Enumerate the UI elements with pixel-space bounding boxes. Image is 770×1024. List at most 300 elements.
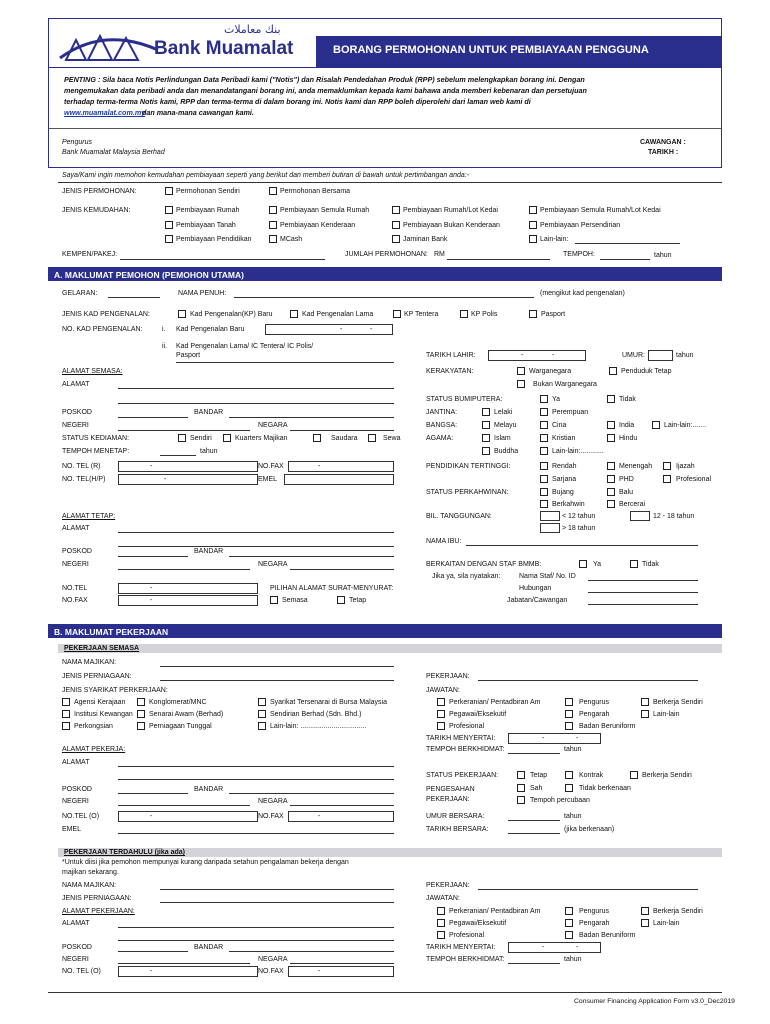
facility-type-label: JENIS KEMUDAHAN: bbox=[62, 207, 131, 214]
business-type-field[interactable] bbox=[160, 902, 394, 903]
address-line[interactable] bbox=[118, 779, 394, 780]
city-field[interactable] bbox=[229, 951, 394, 952]
current-employment-header: PEKERJAAN SEMASA bbox=[58, 644, 722, 653]
checkbox-permohonan-bersama[interactable] bbox=[269, 187, 277, 195]
separator: - bbox=[542, 944, 545, 951]
option-label: Pengarah bbox=[579, 711, 610, 718]
dependents-12-18[interactable] bbox=[630, 511, 650, 521]
option-label: Pengurus bbox=[579, 908, 609, 915]
option-label: Berkerja Sendiri bbox=[642, 772, 692, 779]
addressee-title: Pengurus bbox=[62, 139, 92, 146]
employer-label: NAMA MAJIKAN: bbox=[62, 659, 117, 666]
phone-field[interactable] bbox=[118, 583, 258, 594]
option-label: Syarikat Tersenarai di Bursa Malaysia bbox=[270, 699, 387, 706]
option-label: Pembiayaan Rumah/Lot Kedai bbox=[403, 207, 498, 214]
state-label: NEGERI bbox=[62, 956, 89, 963]
checkbox-facility[interactable] bbox=[529, 235, 537, 243]
checkbox-saudara[interactable] bbox=[313, 434, 321, 442]
dependents-label: BIL. TANGGUNGAN: bbox=[426, 513, 492, 520]
checkbox-pasport[interactable] bbox=[529, 310, 537, 318]
checkbox-warganegara[interactable] bbox=[517, 367, 525, 375]
option-label: Kuarters Majikan bbox=[235, 435, 288, 442]
unit-label: tahun bbox=[564, 956, 582, 963]
option-label: PHD bbox=[619, 476, 634, 483]
checkbox-profesional[interactable] bbox=[663, 475, 671, 483]
join-date-field[interactable] bbox=[508, 942, 601, 953]
option-label: Pembiayaan Pendidikan bbox=[176, 236, 252, 243]
option-label: Tetap bbox=[530, 772, 548, 779]
home-phone-label: NO. TEL (R) bbox=[62, 463, 101, 470]
option-label: Kad Pengenalan(KP) Baru bbox=[190, 311, 273, 318]
notice-line-3: terhadap terma-terma Notis kami, RPP dan terma-terma di dalam borang ini. Notis kami dan RPP boleh diperolehi dari laman web kami di bbox=[64, 97, 531, 106]
option-label: Profesional bbox=[449, 932, 485, 939]
checkbox-position[interactable] bbox=[565, 919, 573, 927]
option-label: Pegawai/Eksekutif bbox=[449, 711, 507, 718]
previous-address-header: ALAMAT PEKERJAAN: bbox=[62, 908, 135, 915]
retirement-date-field[interactable] bbox=[508, 833, 560, 834]
separator: - bbox=[576, 735, 579, 742]
if-applicable-label: (jika berkenaan) bbox=[564, 826, 615, 833]
separator: - bbox=[340, 326, 343, 333]
country-field[interactable] bbox=[290, 430, 394, 431]
option-label: Pembiayaan Persendirian bbox=[540, 222, 621, 229]
option-label: MCash bbox=[280, 236, 303, 243]
option-label: Kad Pengenalan Lama bbox=[302, 311, 374, 318]
permanent-address-header: ALAMAT TETAP: bbox=[62, 513, 116, 520]
checkbox-perempuan[interactable] bbox=[540, 408, 548, 416]
checkbox-company[interactable] bbox=[258, 710, 266, 718]
country-field[interactable] bbox=[290, 805, 394, 806]
separator: - bbox=[318, 813, 321, 820]
option-label: Islam bbox=[494, 435, 511, 442]
fax-field[interactable] bbox=[288, 966, 394, 977]
option-label: Penduduk Tetap bbox=[621, 368, 672, 375]
checkbox-facility[interactable] bbox=[529, 221, 537, 229]
option-label: Permohonan Bersama bbox=[280, 188, 351, 195]
checkbox-position[interactable] bbox=[437, 698, 445, 706]
option-label: Ijazah bbox=[676, 463, 695, 470]
option-label: Lain-lain:....... bbox=[664, 422, 707, 429]
country-field[interactable] bbox=[290, 569, 394, 570]
fax-field[interactable] bbox=[288, 811, 394, 822]
campaign-field[interactable] bbox=[120, 259, 325, 260]
staff-name-label: Nama Staf/ No. ID bbox=[519, 573, 576, 580]
checkbox-islam[interactable] bbox=[482, 434, 490, 442]
city-field[interactable] bbox=[229, 793, 394, 794]
office-phone-field[interactable] bbox=[118, 966, 258, 977]
campaign-label: KEMPEN/PAKEJ: bbox=[62, 251, 118, 258]
option-label: Profesional bbox=[449, 723, 485, 730]
option-label: Ya bbox=[552, 396, 561, 403]
checkbox-position[interactable] bbox=[641, 710, 649, 718]
checkbox-staff-tidak[interactable] bbox=[630, 560, 638, 568]
separator: - bbox=[150, 968, 153, 975]
dob-label: TARIKH LAHIR: bbox=[426, 352, 476, 359]
unit-label: tahun bbox=[654, 252, 672, 259]
option-label: Sendiri bbox=[190, 435, 212, 442]
checkbox-berkerja-sendiri[interactable] bbox=[630, 771, 638, 779]
option-label: Lelaki bbox=[494, 409, 513, 416]
unit-label: tahun bbox=[200, 448, 218, 455]
checkbox-sah[interactable] bbox=[517, 784, 525, 792]
employer-address-header: ALAMAT PEKERJA: bbox=[62, 746, 126, 753]
office-phone-field[interactable] bbox=[118, 811, 258, 822]
checkbox-phd[interactable] bbox=[607, 475, 615, 483]
checkbox-bujang[interactable] bbox=[540, 488, 548, 496]
city-label: BANDAR bbox=[194, 548, 224, 555]
option-label: Tidak bbox=[619, 396, 636, 403]
option-label: Saudara bbox=[331, 435, 358, 442]
department-field[interactable] bbox=[588, 604, 698, 605]
checkbox-kuarters[interactable] bbox=[223, 434, 231, 442]
option-label: Pembiayaan Rumah bbox=[176, 207, 240, 214]
checkbox-rendah[interactable] bbox=[540, 462, 548, 470]
employer-field[interactable] bbox=[160, 666, 394, 667]
checkbox-permohonan-sendiri[interactable] bbox=[165, 187, 173, 195]
separator: - bbox=[552, 352, 555, 359]
separator: - bbox=[150, 813, 153, 820]
option-label: Pengurus bbox=[579, 699, 609, 706]
notice-line-1: PENTING : Sila baca Notis Perlindungan Data Peribadi kami ("Notis") dan Risalah Pendedahan Produk (RPP) sebelum melengkapkan borang ini. Dengan bbox=[64, 75, 585, 84]
checkbox-cina[interactable] bbox=[540, 421, 548, 429]
title-field[interactable] bbox=[108, 297, 160, 298]
postcode-field[interactable] bbox=[118, 793, 188, 794]
race-label: BANGSA: bbox=[426, 422, 458, 429]
option-label: Sewa bbox=[383, 435, 401, 442]
option-label: Berkerja Sendiri bbox=[653, 908, 703, 915]
option-label: Tidak berkenaan bbox=[579, 785, 631, 792]
checkbox-staff-ya[interactable] bbox=[579, 560, 587, 568]
option-label: Badan Beruniform bbox=[579, 932, 636, 939]
address-label: ALAMAT bbox=[62, 381, 90, 388]
fax-label: NO.FAX bbox=[62, 597, 88, 604]
current-address-header: ALAMAT SEMASA: bbox=[62, 368, 123, 375]
option-label: Warganegara bbox=[529, 368, 572, 375]
checkbox-kp-lama[interactable] bbox=[290, 310, 298, 318]
checkbox-bukan-warganegara[interactable] bbox=[517, 380, 525, 388]
checkbox-hindu[interactable] bbox=[607, 434, 615, 442]
option-label: 12 - 18 tahun bbox=[653, 513, 695, 520]
company-type-label: JENIS SYARIKAT PERKERJAAN: bbox=[62, 687, 168, 694]
checkbox-facility[interactable] bbox=[269, 221, 277, 229]
gender-label: JANTINA: bbox=[426, 409, 458, 416]
checkbox-position[interactable] bbox=[437, 907, 445, 915]
option-label: Cina bbox=[552, 422, 567, 429]
separator: - bbox=[150, 463, 153, 470]
state-field[interactable] bbox=[118, 430, 250, 431]
checkbox-religion-other[interactable] bbox=[540, 447, 548, 455]
checkbox-tetap[interactable] bbox=[517, 771, 525, 779]
checkbox-position[interactable] bbox=[437, 919, 445, 927]
checkbox-kontrak[interactable] bbox=[565, 771, 573, 779]
option-label: Konglomerat/MNC bbox=[149, 699, 207, 706]
separator: - bbox=[150, 597, 153, 604]
checkbox-tidak-berkenaan[interactable] bbox=[565, 784, 573, 792]
checkbox-position[interactable] bbox=[641, 919, 649, 927]
checkbox-penduduk-tetap[interactable] bbox=[609, 367, 617, 375]
state-label: NEGERI bbox=[62, 422, 89, 429]
checkbox-company[interactable] bbox=[62, 722, 70, 730]
option-label: Pasport bbox=[541, 311, 566, 318]
option-label: KP Polis bbox=[471, 311, 498, 318]
city-label: BANDAR bbox=[194, 409, 224, 416]
checkbox-facility[interactable] bbox=[269, 235, 277, 243]
country-field[interactable] bbox=[290, 963, 394, 964]
option-label: Sah bbox=[530, 785, 543, 792]
state-field[interactable] bbox=[118, 963, 250, 964]
separator: - bbox=[370, 326, 373, 333]
postcode-label: POSKOD bbox=[62, 786, 92, 793]
state-field[interactable] bbox=[118, 805, 250, 806]
checkbox-position[interactable] bbox=[437, 931, 445, 939]
footer-version: Consumer Financing Application Form v3.0_Dec2019 bbox=[574, 998, 735, 1005]
full-name-field[interactable] bbox=[234, 297, 534, 298]
religion-label: AGAMA: bbox=[426, 435, 454, 442]
occupation-field[interactable] bbox=[478, 889, 698, 890]
address-line[interactable] bbox=[118, 546, 394, 547]
office-phone-label: NO.TEL (O) bbox=[62, 813, 100, 820]
relationship-field[interactable] bbox=[588, 592, 698, 593]
stay-duration-field[interactable] bbox=[160, 455, 196, 456]
checkbox-berkahwin[interactable] bbox=[540, 500, 548, 508]
option-label: Sendirian Berhad (Sdn. Bhd.) bbox=[270, 711, 362, 718]
checkbox-position[interactable] bbox=[565, 907, 573, 915]
checkbox-bumi-ya[interactable] bbox=[540, 395, 548, 403]
service-duration-field[interactable] bbox=[508, 753, 560, 754]
option-label: Bercerai bbox=[619, 501, 646, 508]
email-label: EMEL bbox=[62, 826, 82, 833]
unit-label: tahun bbox=[676, 352, 694, 359]
office-phone-label: NO. TEL (O) bbox=[62, 968, 101, 975]
fax-field[interactable] bbox=[118, 595, 258, 606]
checkbox-buddha[interactable] bbox=[482, 447, 490, 455]
address-label: ALAMAT bbox=[62, 525, 90, 532]
checkbox-facility[interactable] bbox=[165, 206, 173, 214]
service-duration-label: TEMPOH BERKHIDMAT: bbox=[426, 746, 505, 753]
education-label: PENDIDIKAN TERTINGGI: bbox=[426, 463, 511, 470]
country-label: NEGARA bbox=[258, 422, 288, 429]
checkbox-race-other[interactable] bbox=[652, 421, 660, 429]
checkbox-company[interactable] bbox=[62, 710, 70, 718]
checkbox-facility[interactable] bbox=[529, 206, 537, 214]
option-label: Institusi Kewangan bbox=[74, 711, 133, 718]
unit-label: tahun bbox=[564, 813, 582, 820]
checkbox-position[interactable] bbox=[641, 907, 649, 915]
occupation-label: PEKERJAAN: bbox=[426, 673, 470, 680]
checkbox-position[interactable] bbox=[565, 722, 573, 730]
checkbox-india[interactable] bbox=[607, 421, 615, 429]
postcode-field[interactable] bbox=[118, 556, 188, 557]
option-label: Pembiayaan Semula Rumah/Lot Kedai bbox=[540, 207, 661, 214]
new-ic-field[interactable] bbox=[265, 324, 393, 335]
checkbox-facility[interactable] bbox=[392, 206, 400, 214]
checkbox-company[interactable] bbox=[137, 710, 145, 718]
id-type-label: JENIS KAD PENGENALAN: bbox=[62, 311, 150, 318]
divider bbox=[58, 182, 722, 183]
option-label: Hindu bbox=[619, 435, 638, 442]
age-field[interactable] bbox=[648, 350, 673, 361]
checkbox-facility[interactable] bbox=[392, 235, 400, 243]
country-label: NEGARA bbox=[258, 561, 288, 568]
checkbox-facility[interactable] bbox=[165, 235, 173, 243]
stay-duration-label: TEMPOH MENETAP: bbox=[62, 448, 130, 455]
option-label: Pegawai/Eksekutif bbox=[449, 920, 507, 927]
retirement-date-label: TARIKH BERSARA: bbox=[426, 826, 489, 833]
email-field[interactable] bbox=[284, 474, 394, 485]
age-label: UMUR: bbox=[622, 352, 645, 359]
option-label: Melayu bbox=[494, 422, 517, 429]
occupation-label: PEKERJAAN: bbox=[426, 882, 470, 889]
option-label: > 18 tahun bbox=[562, 525, 596, 532]
mailing-address-label: PILIHAN ALAMAT SURAT-MENYURAT: bbox=[270, 585, 394, 592]
fax-label: NO.FAX bbox=[258, 968, 284, 975]
amount-label: JUMLAH PERMOHONAN: bbox=[345, 251, 428, 258]
citizenship-label: KERAKYATAN: bbox=[426, 368, 474, 375]
checkbox-company[interactable] bbox=[258, 722, 266, 730]
checkbox-kp-tentera[interactable] bbox=[393, 310, 401, 318]
logo-arabic-text: بنك معاملات bbox=[224, 23, 281, 36]
new-ic-label: Kad Pengenalan Baru bbox=[176, 326, 245, 333]
application-type-label: JENIS PERMOHONAN: bbox=[62, 188, 137, 195]
checkbox-position[interactable] bbox=[565, 710, 573, 718]
option-label: Tempoh percubaan bbox=[530, 797, 590, 804]
option-label: Semasa bbox=[282, 597, 308, 604]
option-label: Bujang bbox=[552, 489, 574, 496]
option-label: Berkerja Sendiri bbox=[653, 699, 703, 706]
address-label: ALAMAT bbox=[62, 920, 90, 927]
other-facility-field[interactable] bbox=[575, 243, 680, 244]
service-duration-field[interactable] bbox=[508, 963, 560, 964]
option-label: KP Tentera bbox=[404, 311, 439, 318]
option-label: Bukan Warganegara bbox=[533, 381, 597, 388]
checkbox-facility[interactable] bbox=[165, 221, 173, 229]
checkbox-position[interactable] bbox=[565, 698, 573, 706]
business-type-label: JENIS PERNIAGAAN: bbox=[62, 895, 132, 902]
separator: - bbox=[576, 944, 579, 951]
checkbox-sewa[interactable] bbox=[368, 434, 376, 442]
checkbox-company[interactable] bbox=[137, 698, 145, 706]
city-field[interactable] bbox=[229, 556, 394, 557]
state-field[interactable] bbox=[118, 569, 250, 570]
country-label: NEGARA bbox=[258, 798, 288, 805]
checkbox-balu[interactable] bbox=[607, 488, 615, 496]
checkbox-kp-baru[interactable] bbox=[178, 310, 186, 318]
old-ic-field[interactable] bbox=[176, 362, 394, 363]
logo-text: Bank Muamalat bbox=[154, 38, 294, 59]
checkbox-position[interactable] bbox=[437, 710, 445, 718]
dependents-under12[interactable] bbox=[540, 511, 560, 521]
email-field[interactable] bbox=[118, 833, 394, 834]
postcode-label: POSKOD bbox=[62, 548, 92, 555]
country-label: NEGARA bbox=[258, 956, 288, 963]
checkbox-kp-polis[interactable] bbox=[460, 310, 468, 318]
id-number-label: NO. KAD PENGENALAN: bbox=[62, 326, 143, 333]
employment-status-label: STATUS PEKERJAAN: bbox=[426, 772, 499, 779]
email-label: EMEL bbox=[258, 476, 278, 483]
retirement-age-field[interactable] bbox=[508, 820, 560, 821]
city-field[interactable] bbox=[229, 417, 394, 418]
checkbox-bumi-tidak[interactable] bbox=[607, 395, 615, 403]
checkbox-ijazah[interactable] bbox=[663, 462, 671, 470]
address-line[interactable] bbox=[118, 532, 394, 533]
checkbox-menengah[interactable] bbox=[607, 462, 615, 470]
full-name-label: NAMA PENUH: bbox=[178, 290, 227, 297]
mother-name-field[interactable] bbox=[466, 545, 698, 546]
option-label: Lain-lain:............ bbox=[552, 448, 604, 455]
mobile-phone-field[interactable] bbox=[118, 474, 258, 485]
form-title: BORANG PERMOHONAN UNTUK PEMBIAYAAN PENGGUNA bbox=[333, 44, 649, 56]
dependents-over18[interactable] bbox=[540, 523, 560, 533]
checkbox-lelaki[interactable] bbox=[482, 408, 490, 416]
fax-field[interactable] bbox=[288, 461, 394, 472]
checkbox-tempoh-percubaan[interactable] bbox=[517, 796, 525, 804]
staff-name-field[interactable] bbox=[588, 580, 698, 581]
checkbox-kristian[interactable] bbox=[540, 434, 548, 442]
employer-field[interactable] bbox=[160, 889, 394, 890]
postcode-field[interactable] bbox=[118, 951, 188, 952]
checkbox-position[interactable] bbox=[437, 722, 445, 730]
checkbox-company[interactable] bbox=[62, 698, 70, 706]
checkbox-sendiri[interactable] bbox=[178, 434, 186, 442]
option-label: Badan Beruniform bbox=[579, 723, 636, 730]
dob-field[interactable] bbox=[488, 350, 586, 361]
position-label: JAWATAN: bbox=[426, 895, 460, 902]
join-date-field[interactable] bbox=[508, 733, 601, 744]
website-link[interactable]: www.muamalat.com.my bbox=[64, 108, 146, 117]
option-label: Berkahwin bbox=[552, 501, 585, 508]
address-line[interactable] bbox=[118, 388, 394, 389]
option-label: Perkongsian bbox=[74, 723, 113, 730]
postcode-field[interactable] bbox=[118, 417, 188, 418]
checkbox-bercerai[interactable] bbox=[607, 500, 615, 508]
checkbox-mail-semasa[interactable] bbox=[270, 596, 278, 604]
business-type-field[interactable] bbox=[160, 680, 394, 681]
relationship-label: Hubungan bbox=[519, 585, 552, 592]
option-label: Lain-lain: .................................. bbox=[270, 723, 367, 730]
checkbox-facility[interactable] bbox=[392, 221, 400, 229]
checkbox-mail-tetap[interactable] bbox=[337, 596, 345, 604]
checkbox-position[interactable] bbox=[641, 698, 649, 706]
service-duration-label: TEMPOH BERKHIDMAT: bbox=[426, 956, 505, 963]
checkbox-facility[interactable] bbox=[269, 206, 277, 214]
address-line[interactable] bbox=[118, 403, 394, 404]
home-phone-field[interactable] bbox=[118, 461, 258, 472]
checkbox-position[interactable] bbox=[565, 931, 573, 939]
previous-note-2: majikan sekarang. bbox=[62, 869, 119, 876]
address-line[interactable] bbox=[118, 927, 394, 928]
checkbox-company[interactable] bbox=[137, 722, 145, 730]
phone-label: NO.TEL bbox=[62, 585, 88, 592]
option-label: Jaminan Bank bbox=[403, 236, 448, 243]
checkbox-melayu[interactable] bbox=[482, 421, 490, 429]
mobile-phone-label: NO. TEL(H/P) bbox=[62, 476, 106, 483]
addressee-bank: Bank Muamalat Malaysia Berhad bbox=[62, 149, 165, 156]
amount-field[interactable] bbox=[447, 259, 550, 260]
address-line[interactable] bbox=[118, 940, 394, 941]
option-label: Balu bbox=[619, 489, 634, 496]
occupation-field[interactable] bbox=[478, 680, 698, 681]
previous-note-1: *Untuk diisi jika pemohon mempunyai kurang daripada setahun pengalaman bekerja dengan bbox=[62, 859, 349, 866]
business-type-label: JENIS PERNIAGAAN: bbox=[62, 673, 132, 680]
option-label: Perniagaan Tunggal bbox=[149, 723, 212, 730]
address-label: ALAMAT bbox=[62, 759, 90, 766]
postcode-label: POSKOD bbox=[62, 944, 92, 951]
checkbox-sarjana[interactable] bbox=[540, 475, 548, 483]
option-label: Menengah bbox=[619, 463, 653, 470]
checkbox-company[interactable] bbox=[258, 698, 266, 706]
tenure-field[interactable] bbox=[600, 259, 650, 260]
address-line[interactable] bbox=[118, 766, 394, 767]
